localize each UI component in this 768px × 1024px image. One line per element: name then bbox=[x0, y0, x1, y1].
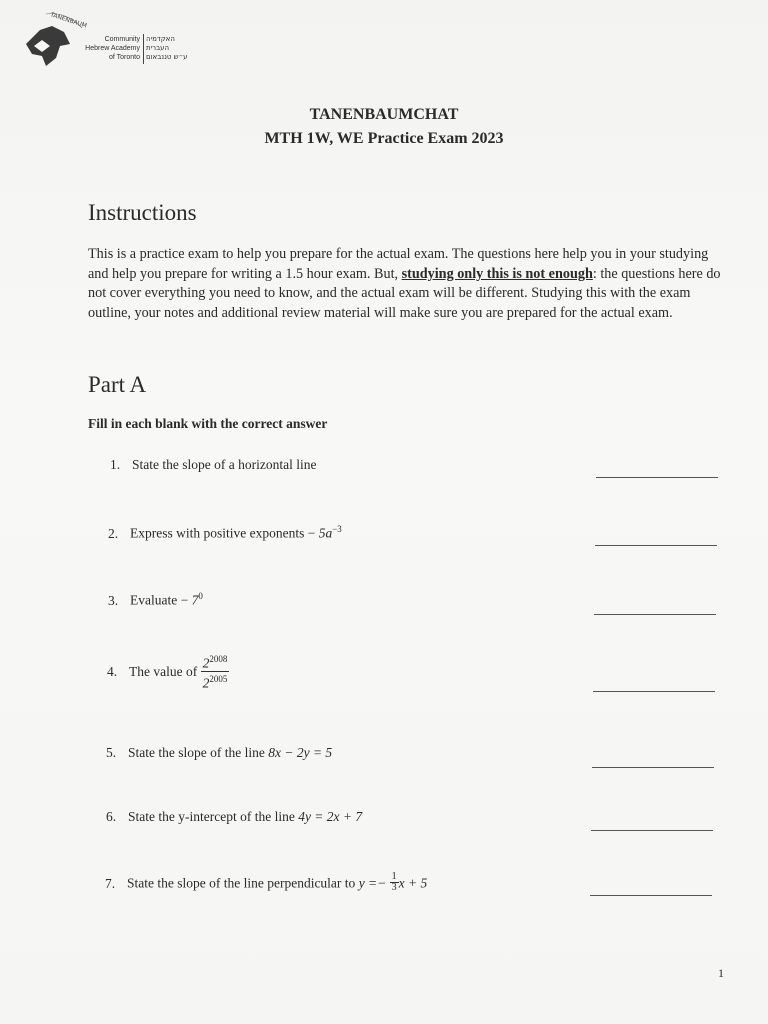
exam-title: MTH 1W, WE Practice Exam 2023 bbox=[264, 130, 504, 147]
part-a-heading: Part A bbox=[88, 372, 147, 397]
part-a-subheading: Fill in each blank with the correct answer bbox=[88, 416, 328, 431]
question-1: 1. State the slope of a horizontal line bbox=[110, 457, 317, 472]
answer-blank-1[interactable] bbox=[596, 477, 718, 478]
answer-blank-5[interactable] bbox=[592, 767, 714, 768]
question-3: 3. Evaluate − $7^0$ bbox=[108, 591, 203, 608]
logo-hebrew-name: האקדמיה העברית ע״ש טננבאום bbox=[146, 35, 188, 61]
question-2: 2. Express with positive exponents − $5a^{-3}$ bbox=[108, 524, 342, 541]
answer-blank-2[interactable] bbox=[595, 545, 717, 546]
school-title: TANENBAUMCHAT bbox=[309, 106, 459, 123]
instructions-heading: Instructions bbox=[88, 200, 197, 225]
fraction: $\frac{2^{2008}}{2^{2005}}$ bbox=[202, 654, 228, 690]
question-4: 4. The value of $\frac{2^{2008}}{2^{2005}}$ bbox=[107, 654, 228, 690]
answer-blank-4[interactable] bbox=[593, 691, 715, 692]
fraction: $\frac{1}{3}$ bbox=[391, 871, 397, 893]
logo-arc-text: TANENBAUM bbox=[49, 11, 88, 30]
question-5: 5. State the slope of the line 8x − 2y = 5 bbox=[106, 745, 333, 760]
logo-divider bbox=[143, 34, 144, 64]
page-number: 1 bbox=[718, 966, 724, 980]
answer-blank-6[interactable] bbox=[591, 830, 713, 831]
instructions-emphasis: studying only this is not enough bbox=[401, 265, 593, 282]
school-logo bbox=[12, 6, 212, 76]
question-6: 6. State the y-intercept of the line 4y = 2x + 7 bbox=[106, 809, 363, 824]
instructions-paragraph: This is a practice exam to help you prepare for the actual exam. The questions here help you in your studying and help you prepare for writing a 1.5 hour exam. But, studying only this is not enough: the questions here do not cover everything you need to know, and the actual exam will be different. Studying this with the exam outline, your notes and additional review material will make sure you are prepared for the actual exam. bbox=[88, 246, 721, 321]
logo-english-name: Community Hebrew Academy of Toronto bbox=[85, 36, 140, 61]
answer-blank-7[interactable] bbox=[590, 895, 712, 896]
logo-emblem-icon bbox=[12, 6, 92, 76]
answer-blank-3[interactable] bbox=[594, 614, 716, 615]
question-7: 7. State the slope of the line perpendicular to y =− $\frac{1}{3}$ x + 5 bbox=[105, 871, 428, 893]
